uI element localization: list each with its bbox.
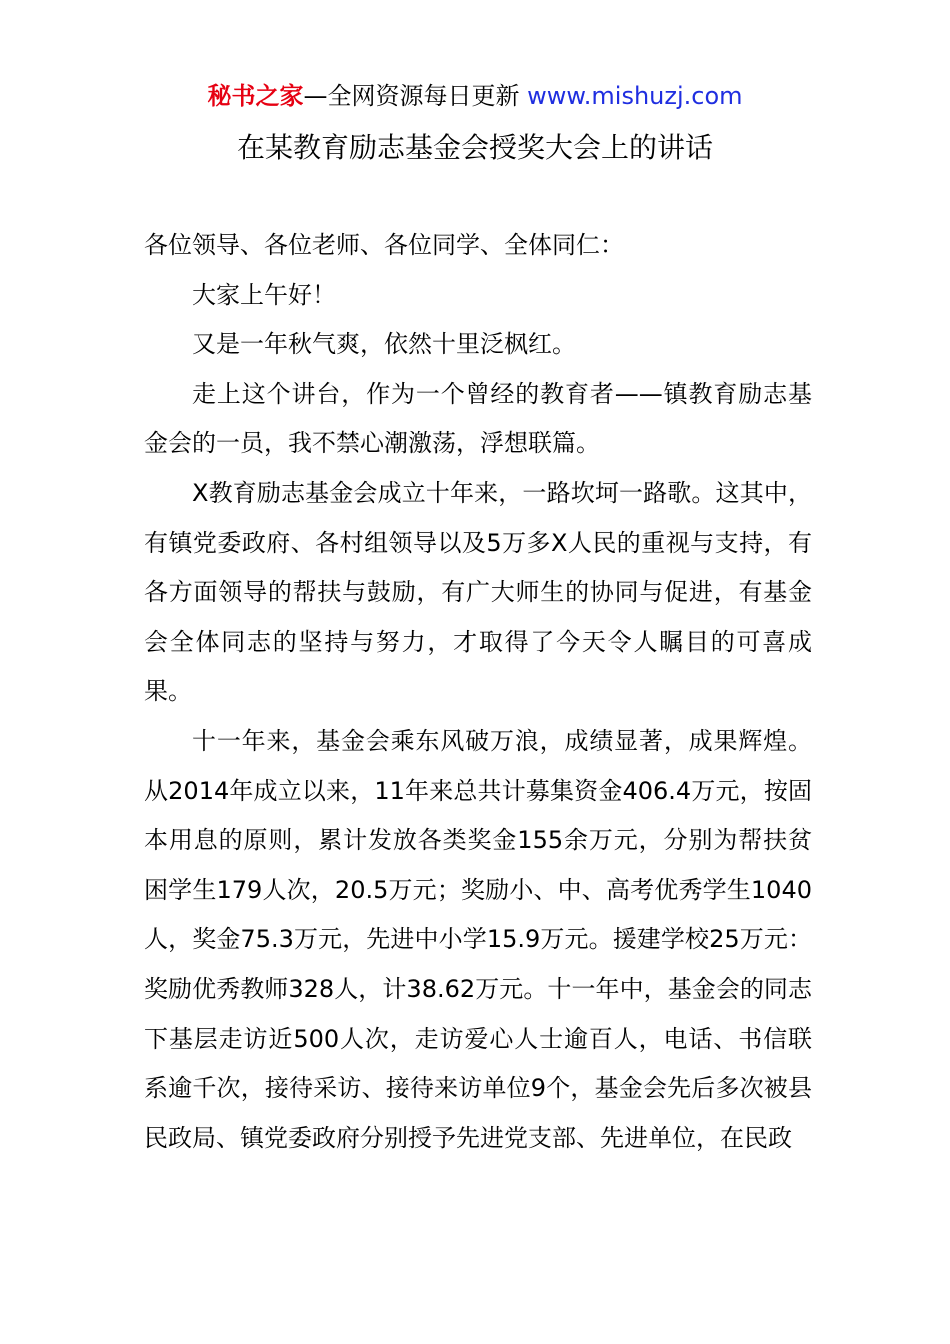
paragraph-podium: 走上这个讲台，作为一个曾经的教育者——镇教育励志基金会的一员，我不禁心潮激荡，浮想联篇。 <box>144 379 812 458</box>
paragraph-greeting: 大家上午好！ <box>192 280 336 309</box>
site-brand: 秘书之家 <box>207 82 304 110</box>
site-header <box>0 81 950 111</box>
document-title: 在某教育励志基金会授奖大会上的讲话 <box>236 131 713 164</box>
salutation: 各位领导、各位老师、各位同学、全体同仁： <box>144 231 624 259</box>
paragraph-foundation-history: X教育励志基金会成立十年来，一路坎坷一路歌。这其中，有镇党委政府、各村组领导以及5万多X人民的重视与支持，有各方面领导的帮扶与鼓励，有广大师生的协同与促进，有基金会全体同志的坚持与努力，才取得了今天令人瞩目的可喜成果。 <box>144 478 812 706</box>
document-body <box>144 221 812 1163</box>
paragraph-achievements: 十一年来，基金会乘东风破万浪，成绩显著，成果辉煌。从2014年成立以来，11年来总共计募集资金406.4万元，按固本用息的原则，累计发放各类奖金155余万元，分别为帮扶贫困学生179人次，20.5万元；奖励小、中、高考优秀学生1040人，奖金75.3万元，先进中小学15.9万元。援建学校25万元：奖励优秀教师328人，计38.62万元。十一年中，基金会的同志下基层走访近500人次，走访爱心人士逾百人，电话、书信联系逾千次，接待采访、接待来访单位9个，基金会先后多次被县民政局、镇党委政府分别授予先进党支部、先进单位，在民政 <box>144 726 812 1152</box>
site-url-link[interactable]: www.mishuzj.com <box>527 82 743 110</box>
site-tagline: —全网资源每日更新 <box>303 82 528 110</box>
paragraph-season: 又是一年秋气爽，依然十里泛枫红。 <box>192 330 576 359</box>
